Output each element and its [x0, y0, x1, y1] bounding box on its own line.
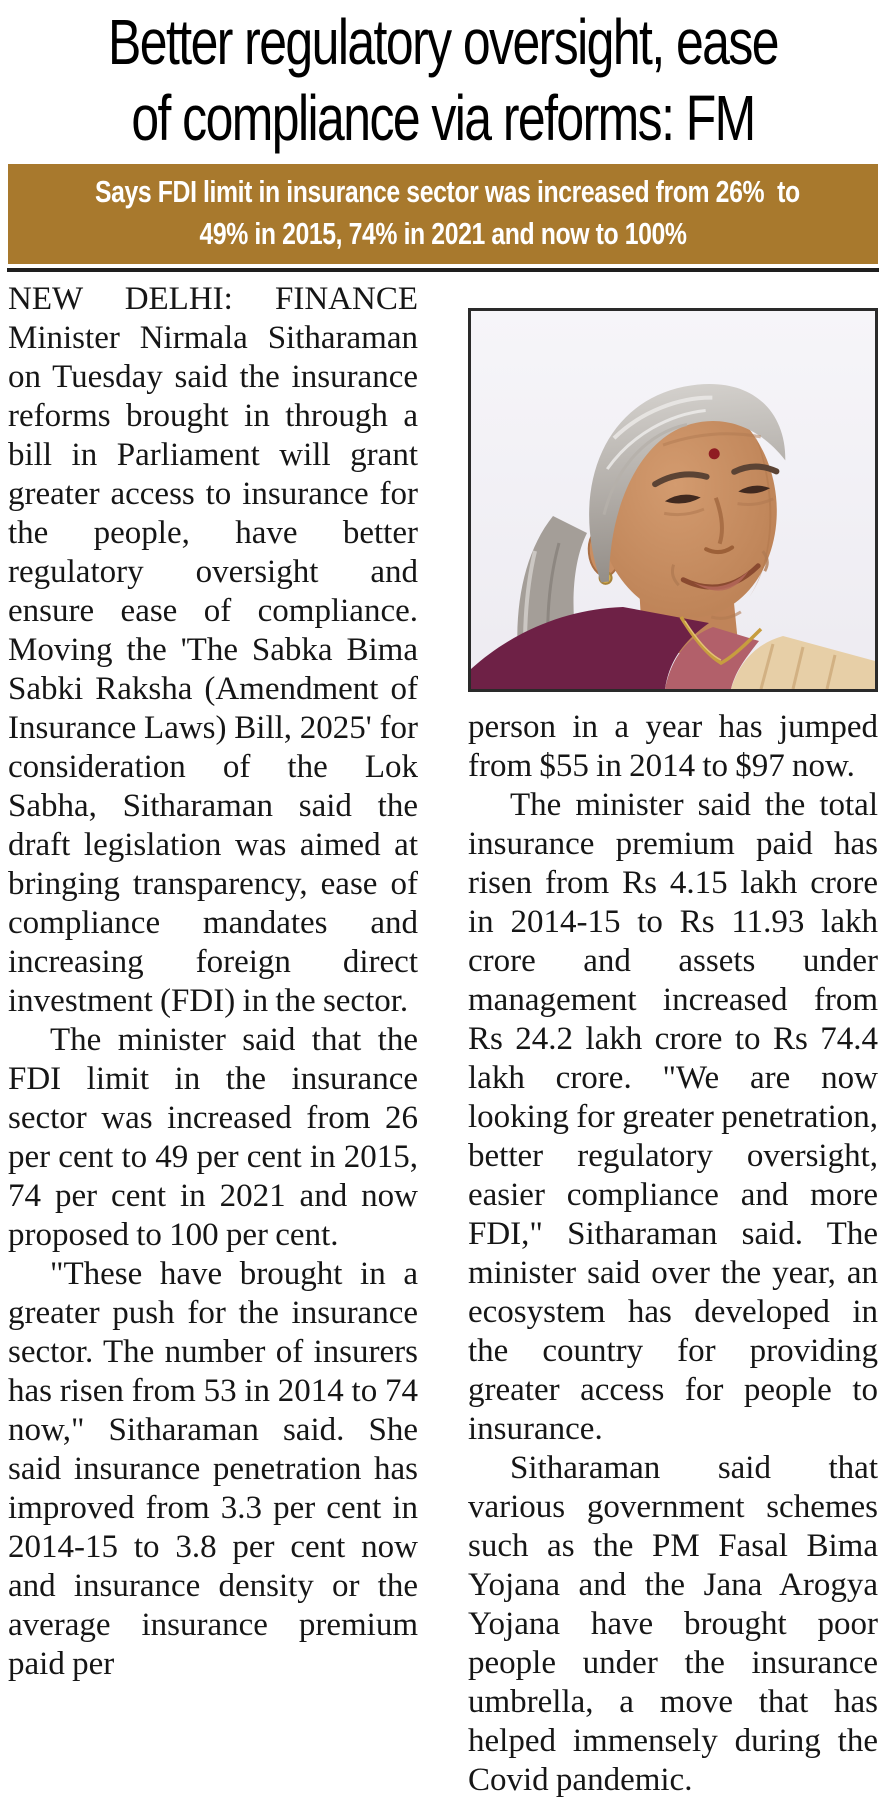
paragraph-lead: NEW DELHI: FINANCE Minister Nirmala Sitharaman on Tuesday said the insurance reforms brought in through a bill in Parliament will grant greater access to insurance for the people, have better regulatory oversight and ensure ease of compliance. Moving the 'The Sabka Bima Sabki Raksha (Amendment of Insurance Laws) Bill, 2025' for consideration of the Lok Sabha, Sitharaman said the draft legislation was aimed at bringing transparency, ease of compliance mandates and increasing foreign direct investment (FDI) in the sector. [8, 281, 418, 1019]
article-body [0, 272, 886, 1800]
portrait-illustration [471, 311, 875, 689]
minister-portrait-photo [468, 308, 878, 692]
subheadline-line-2: 49% in 2015, 74% in 2021 and now to 100% [199, 216, 687, 251]
paragraph-insurers-growth: "These have brought in a greater push for the insurance sector. The number of insurers has risen from 53 in 2014 to 74 now," Sitharaman said. She said insurance penetration has improved from 3.3 per cent in 2014-15 to 3.8 per cent now and insurance density or the average insurance premium paid per [8, 1256, 418, 1682]
left-column [8, 280, 418, 1800]
paragraph-continuation: person in a year has jumped from $55 in 2014 to $97 now. [468, 709, 878, 784]
headline-line-2: of compliance via reforms: FM [131, 82, 755, 154]
newspaper-clipping [0, 4, 886, 1814]
paragraph-premium-growth: The minister said the total insurance premium paid has risen from Rs 4.15 lakh crore in 2014-15 to Rs 11.93 lakh crore and assets under management increased from Rs 24.2 lakh crore to Rs 74.4 lakh crore. "We are now looking for greater penetration, better regulatory oversight, easier compliance and more FDI," Sitharaman said. The minister said over the year, an ecosystem has developed in the country for providing greater access for people to insurance. [468, 787, 878, 1447]
paragraph-fdi-limit: The minister said that the FDI limit in the insurance sector was increased from 26 per cent to 49 per cent in 2015, 74 per cent in 2021 and now proposed to 100 per cent. [8, 1022, 418, 1253]
subheadline-banner [8, 164, 878, 264]
paragraph-govt-schemes: Sitharaman said that various government schemes such as the PM Fasal Bima Yojana and the Jana Arogya Yojana have brought poor people under the insurance umbrella, a move that has helped immensely during the Covid pandemic. [468, 1450, 878, 1798]
right-column [468, 280, 878, 1800]
headline-line-1: Better regulatory oversight, ease [108, 6, 778, 78]
headline [0, 4, 886, 156]
subheadline-line-1: Says FDI limit in insurance sector was increased from 26% to [95, 174, 800, 209]
